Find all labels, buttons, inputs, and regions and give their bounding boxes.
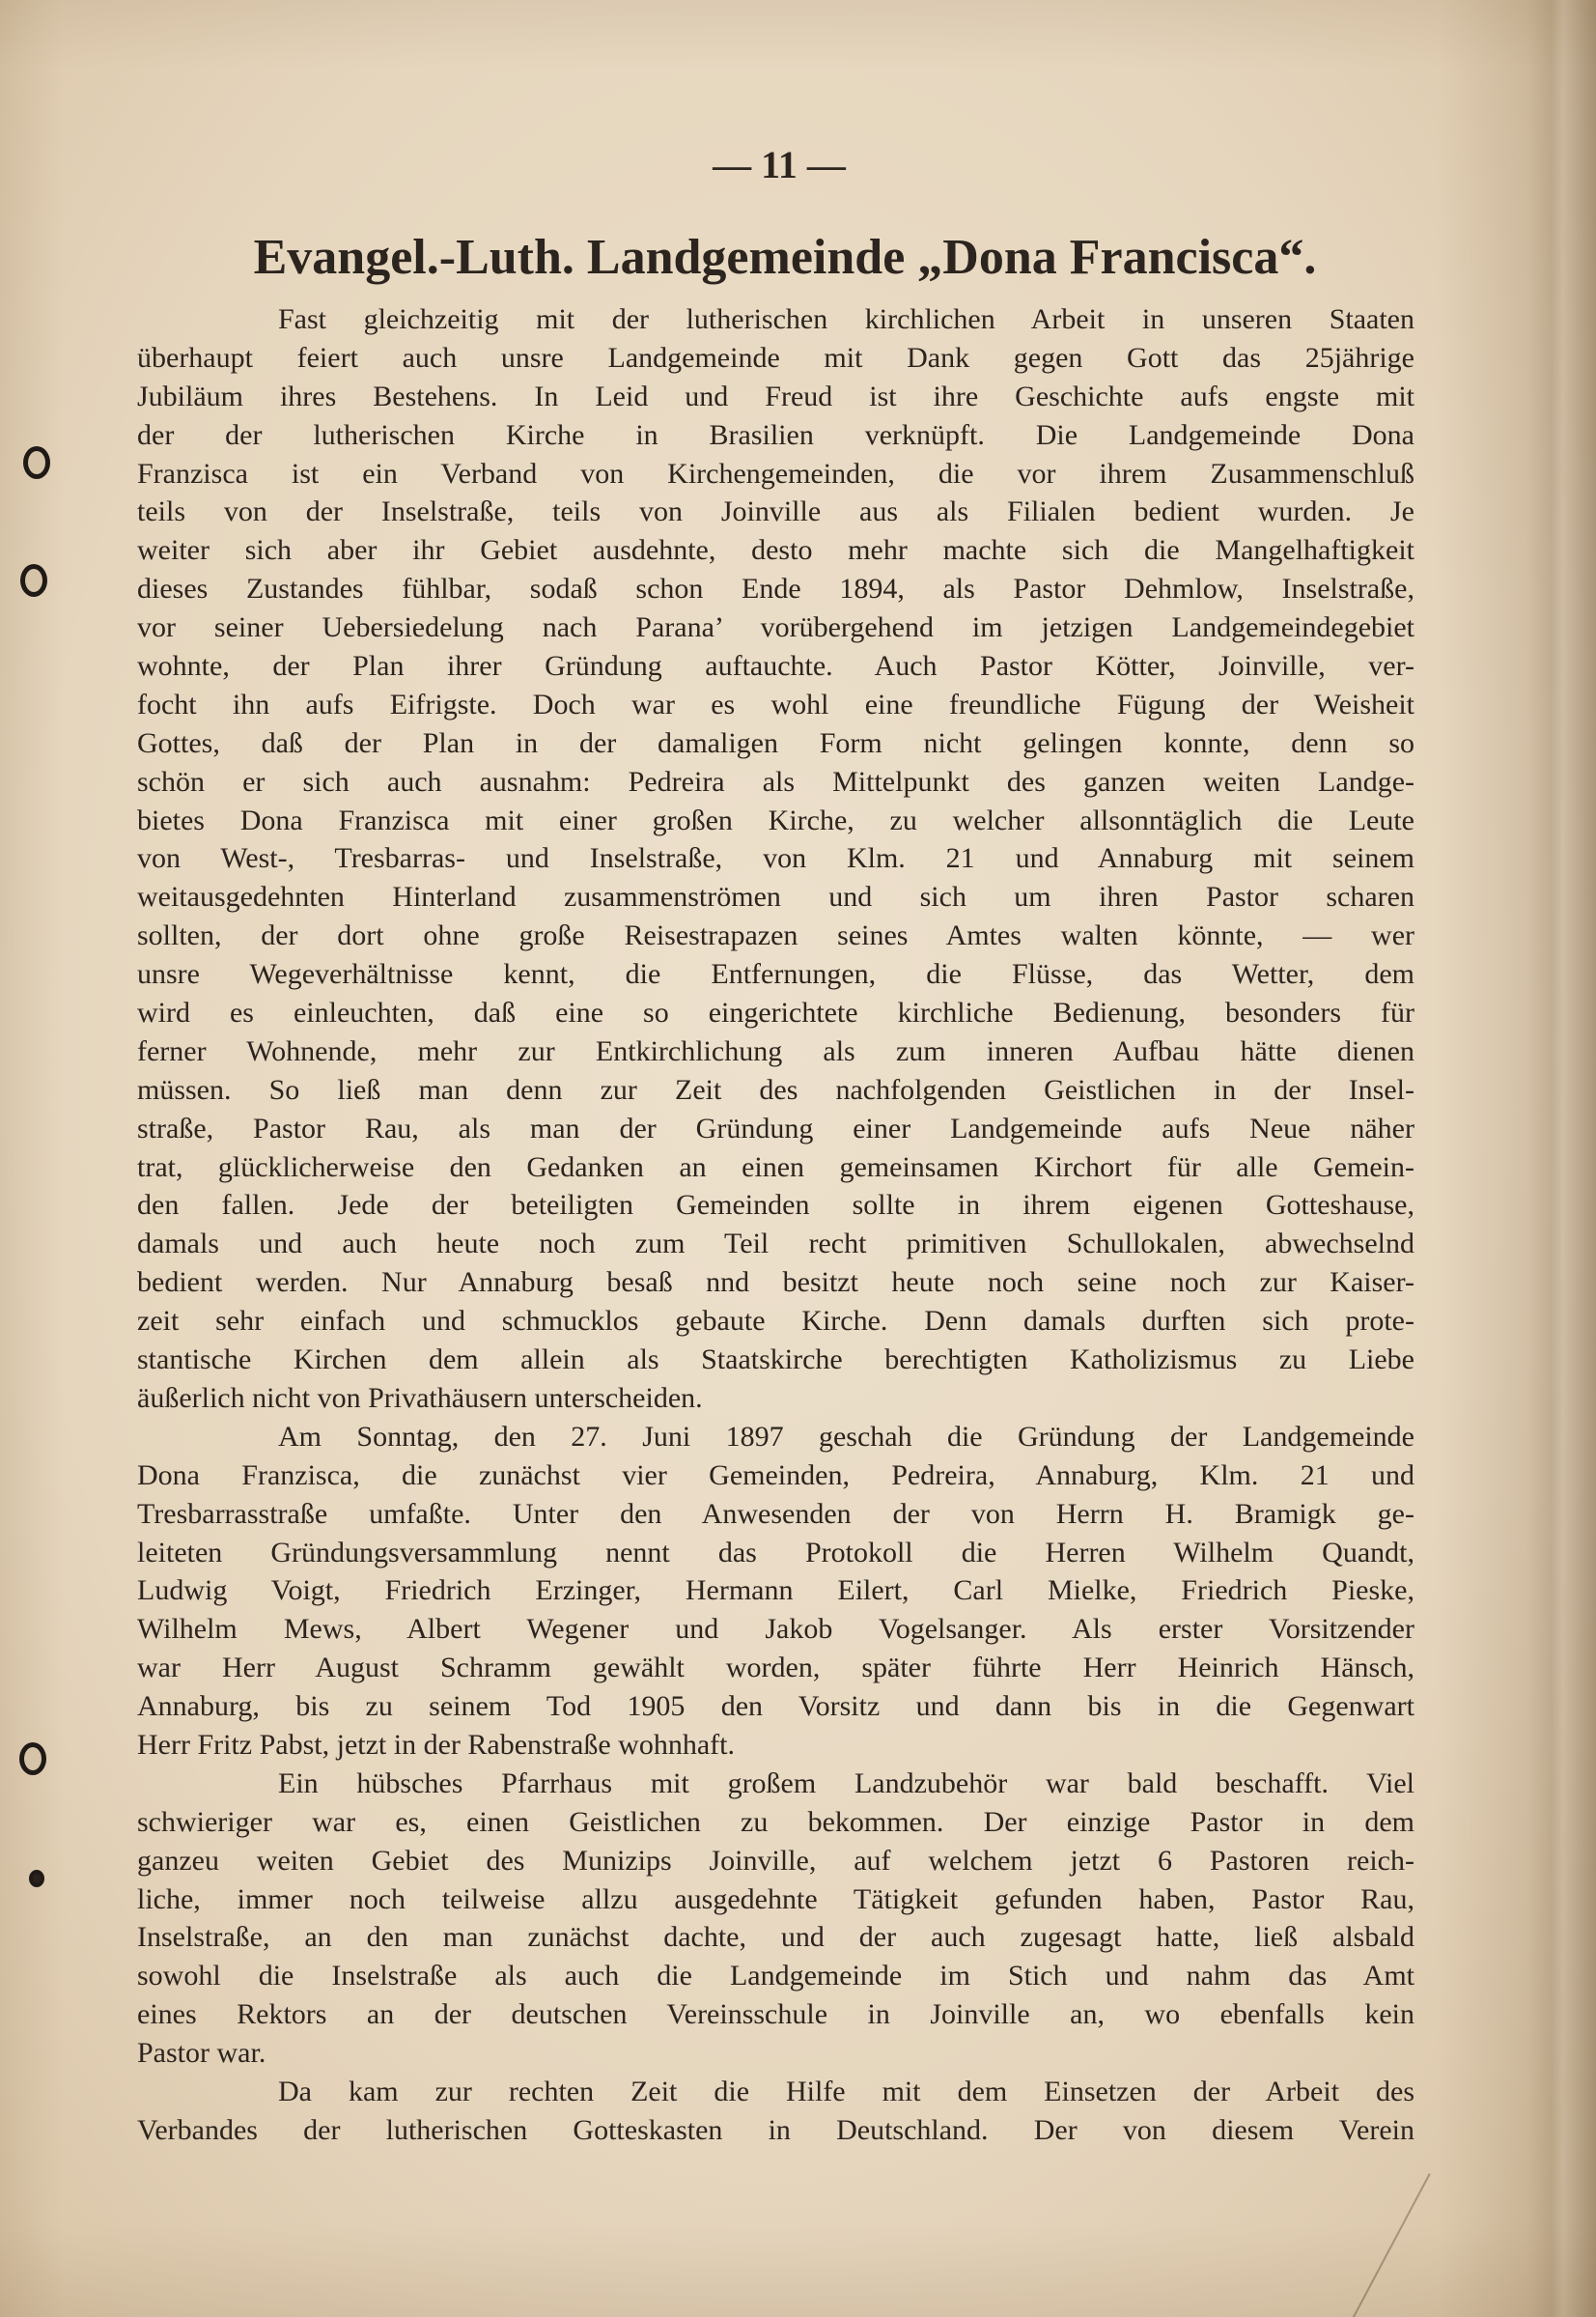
text-line: sowohl die Inselstraße als auch die Landgemeinde im Stich und nahm das Amt <box>137 1960 1414 1992</box>
text-line: eines Rektors an der deutschen Vereinsschule in Joinville an, wo ebenfalls kein <box>137 1998 1414 2031</box>
text-line: Wilhelm Mews, Albert Wegener und Jakob Vogelsanger. Als erster Vorsitzender <box>137 1613 1414 1646</box>
text-line: dieses Zustandes fühlbar, sodaß schon Ende 1894, als Pastor Dehmlow, Inselstraße, <box>137 573 1414 606</box>
page-number: — 11 — <box>713 143 846 186</box>
text-line: unsre Wegeverhältnisse kennt, die Entfernungen, die Flüsse, das Wetter, dem <box>137 958 1414 991</box>
text-line: stantische Kirchen dem allein als Staatskirche berechtigten Katholizismus zu Liebe <box>137 1343 1414 1376</box>
text-line: wird es einleuchten, daß eine so eingerichtete kirchliche Bedienung, besonders für <box>137 997 1414 1030</box>
text-line: Fast gleichzeitig mit der lutherischen kirchlichen Arbeit in unseren Staaten <box>278 303 1414 335</box>
paragraph <box>137 1765 1414 2073</box>
text-line: Am Sonntag, den 27. Juni 1897 geschah die Gründung der Landgemeinde <box>278 1420 1414 1453</box>
paragraph <box>137 1418 1414 1765</box>
punch-hole <box>20 564 47 597</box>
paragraph <box>137 2073 1414 2150</box>
punch-hole <box>23 446 50 479</box>
punch-hole <box>29 1870 44 1887</box>
text-line: ferner Wohnende, mehr zur Entkirchlichung als zum inneren Aufbau hätte dienen <box>137 1034 1414 1067</box>
text-line: focht ihn aufs Eifrigste. Doch war es wohl eine freundliche Fügung der Weisheit <box>137 688 1414 721</box>
text-line: trat, glücklicherweise den Gedanken an einen gemeinsamen Kirchort für alle Gemein- <box>137 1150 1414 1183</box>
text-line: Ein hübsches Pfarrhaus mit großem Landzubehör war bald beschafft. Viel <box>278 1766 1414 1799</box>
text-line: schwieriger war es, einen Geistlichen zu bekommen. Der einzige Pastor in dem <box>137 1805 1414 1838</box>
text-line: war Herr August Schramm gewählt worden, später führte Herr Heinrich Hänsch, <box>137 1652 1414 1684</box>
text-line: wohnte, der Plan ihrer Gründung auftauchte. Auch Pastor Kötter, Joinville, ver- <box>137 650 1414 683</box>
paper-crease <box>1352 2173 1431 2317</box>
text-line: von West-, Tresbarras- und Inselstraße, von Klm. 21 und Annaburg mit seinem <box>137 842 1414 875</box>
text-line: straße, Pastor Rau, als man der Gründung einer Landgemeinde aufs Neue näher <box>137 1112 1414 1144</box>
text-line: Verbandes der lutherischen Gotteskasten in Deutschland. Der von diesem Verein <box>137 2113 1414 2146</box>
text-line: Tresbarrasstraße umfaßte. Unter den Anwesenden der von Herrn H. Bramigk ge- <box>137 1497 1414 1530</box>
text-line: weiter sich aber ihr Gebiet ausdehnte, desto mehr machte sich die Mangelhaftigkeit <box>137 534 1414 567</box>
text-line: zeit sehr einfach und schmucklos gebaute Kirche. Denn damals durften sich prote- <box>137 1305 1414 1338</box>
text-line: teils von der Inselstraße, teils von Joinville aus als Filialen bedient wurden. Je <box>137 495 1414 528</box>
text-line: Franzisca ist ein Verband von Kirchengemeinden, die vor ihrem Zusammenschluß <box>137 457 1414 490</box>
text-line: Inselstraße, an den man zunächst dachte, und der auch zugesagt hatte, ließ alsbald <box>137 1921 1414 1954</box>
text-line: sollten, der dort ohne große Reisestrapazen seines Amtes walten könnte, — wer <box>137 919 1414 952</box>
text-line: bedient werden. Nur Annaburg besaß nnd besitzt heute noch seine noch zur Kaiser- <box>137 1266 1414 1299</box>
text-line: überhaupt feiert auch unsre Landgemeinde mit Dank gegen Gott das 25jährige <box>137 341 1414 374</box>
text-line: leiteten Gründungsversammlung nennt das Protokoll die Herren Wilhelm Quandt, <box>137 1536 1414 1568</box>
text-line: Jubiläum ihres Bestehens. In Leid und Freud ist ihre Geschichte aufs engste mit <box>137 380 1414 412</box>
text-line: Herr Fritz Pabst, jetzt in der Rabenstraße wohnhaft. <box>137 1728 735 1761</box>
text-line: Ludwig Voigt, Friedrich Erzinger, Hermann Eilert, Carl Mielke, Friedrich Pieske, <box>137 1574 1414 1607</box>
text-line: äußerlich nicht von Privathäusern unterscheiden. <box>137 1381 703 1414</box>
text-line: ganzeu weiten Gebiet des Munizips Joinville, auf welchem jetzt 6 Pastoren reich- <box>137 1844 1414 1877</box>
text-line: der der lutherischen Kirche in Brasilien verknüpft. Die Landgemeinde Dona <box>137 418 1414 451</box>
paragraph <box>137 300 1414 1418</box>
text-line: Annaburg, bis zu seinem Tod 1905 den Vorsitz und dann bis in die Gegenwart <box>137 1690 1414 1723</box>
text-line: liche, immer noch teilweise allzu ausgedehnte Tätigkeit gefunden haben, Pastor Rau, <box>137 1882 1414 1915</box>
article-body <box>137 300 1414 2150</box>
text-line: Da kam zur rechten Zeit die Hilfe mit dem Einsetzen der Arbeit des <box>278 2075 1414 2107</box>
text-line: Dona Franzisca, die zunächst vier Gemeinden, Pedreira, Annaburg, Klm. 21 und <box>137 1458 1414 1491</box>
text-line: damals und auch heute noch zum Teil recht primitiven Schullokalen, abwechselnd <box>137 1228 1414 1260</box>
text-line: vor seiner Uebersiedelung nach Parana’ vorübergehend im jetzigen Landgemeindegebiet <box>137 611 1414 644</box>
text-line: bietes Dona Franzisca mit einer großen Kirche, zu welcher allsonntäglich die Leute <box>137 804 1414 836</box>
punch-hole <box>19 1742 46 1775</box>
paper-fold-shadow <box>1527 0 1596 2317</box>
text-line: müssen. So ließ man denn zur Zeit des nachfolgenden Geistlichen in der Insel- <box>137 1073 1414 1106</box>
text-line: Pastor war. <box>137 2037 266 2070</box>
text-line: Gottes, daß der Plan in der damaligen Form nicht gelingen konnte, denn so <box>137 726 1414 759</box>
text-line: weitausgedehnten Hinterland zusammenströmen und sich um ihren Pastor scharen <box>137 881 1414 914</box>
text-line: schön er sich auch ausnahm: Pedreira als Mittelpunkt des ganzen weiten Landge- <box>137 765 1414 798</box>
article-title: Evangel.-Luth. Landgemeinde „Dona Francisca“. <box>253 230 1317 285</box>
text-line: den fallen. Jede der beteiligten Gemeinden sollte in ihrem eigenen Gotteshause, <box>137 1189 1414 1222</box>
